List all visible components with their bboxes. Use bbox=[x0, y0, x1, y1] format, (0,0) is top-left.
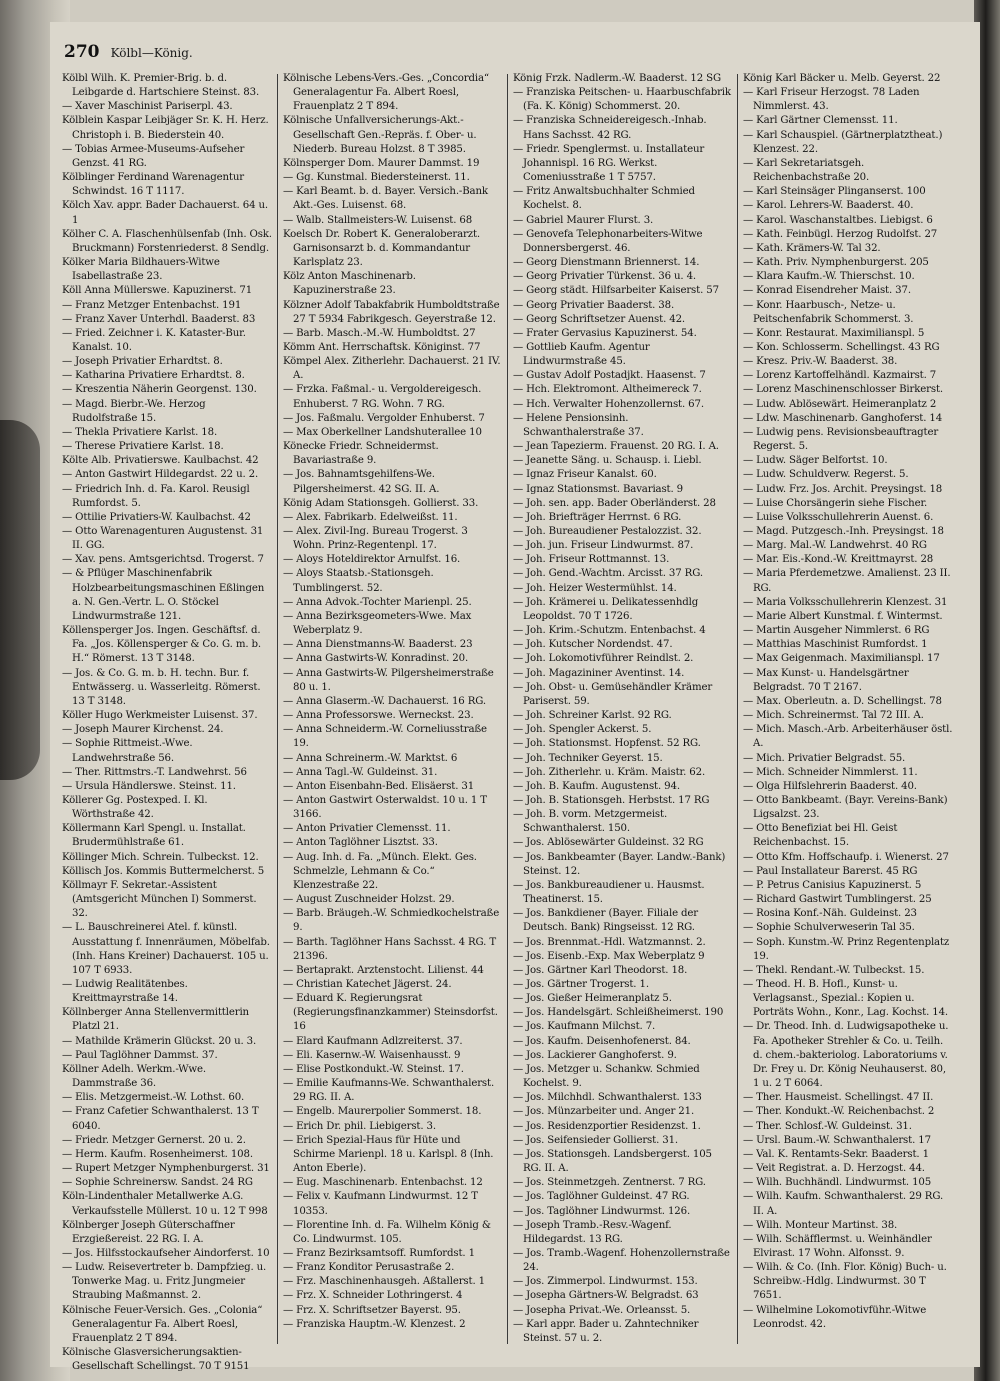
directory-entry: — Elard Kaufmann Adlzreiterst. 37. bbox=[283, 1035, 463, 1047]
directory-entry: — Karl Schauspiel. (Gärtnerplatztheat.) Klenzest. 22. bbox=[743, 129, 943, 155]
directory-entry: — Jos. Handelsgärt. Schleißheimerst. 190 bbox=[513, 1007, 724, 1019]
directory-entry: — Veit Registrat. a. D. Herzogst. 44. bbox=[743, 1163, 925, 1175]
directory-entry: — Karl Beamt. b. d. Bayer. Versich.-Bank Akt.-Ges. Luisenst. 68. bbox=[283, 186, 488, 212]
directory-entry: — Luise Chorsängerin siehe Fischer. bbox=[743, 497, 928, 509]
directory-entry: Köllnberger Anna Stellenvermittlerin Platzl 21. bbox=[62, 1007, 249, 1033]
directory-entry: — Ignaz Stationsmst. Bavariast. 9 bbox=[513, 483, 684, 495]
directory-entry: — Wilh. Monteur Martinst. 38. bbox=[743, 1219, 898, 1231]
directory-entry: — Bertaprakt. Arztenstocht. Lilienst. 44 bbox=[283, 964, 484, 976]
directory-entry: — Fried. Zeichner i. K. Kataster-Bur. Kanalst. 10. bbox=[62, 327, 246, 353]
directory-entry: Kölz Anton Maschinenarb. Kapuzinerstraße 23. bbox=[283, 271, 416, 297]
directory-entry: — Soph. Kunstm.-W. Prinz Regentenplatz 19. bbox=[743, 936, 950, 962]
directory-entry: — Joh. Kutscher Nordendst. 47. bbox=[513, 639, 673, 651]
directory-entry: — Jos. Gärtner Karl Theodorst. 18. bbox=[513, 964, 688, 976]
directory-entry: — Elise Postkondukt.-W. Steinst. 17. bbox=[283, 1063, 464, 1075]
directory-entry: — Felix v. Kaufmann Lindwurmst. 12 T 10353. bbox=[283, 1191, 478, 1217]
directory-entry: — Tobias Armee-Museums-Aufseher Genzst. 41 RG. bbox=[62, 143, 245, 169]
directory-entry: — Anna Gastwirts-W. Konradinst. 20. bbox=[283, 653, 469, 665]
directory-entry: — Anton Taglöhner Lisztst. 33. bbox=[283, 837, 438, 849]
directory-entry: — Joh. Friseur Rottmannst. 13. bbox=[513, 554, 670, 566]
directory-entry: Kölblinger Ferdinand Warenagentur Schwindst. 16 T 1117. bbox=[62, 172, 245, 198]
directory-entry: Köllermann Karl Spengl. u. Installat. Brudermühlstraße 61. bbox=[62, 823, 246, 849]
directory-entry: — Christian Katechet Jägerst. 24. bbox=[283, 979, 452, 990]
directory-entry: — Konr. Haarbusch-, Netze- u. Peitschenfabrik Schommerst. 3. bbox=[743, 299, 914, 325]
directory-entry: — Katharina Privatiere Erhardtst. 8. bbox=[62, 370, 245, 382]
directory-entry: — Xaver Maschinist Pariserpl. 43. bbox=[62, 101, 233, 113]
directory-entry: Köllisch Jos. Kommis Buttermelcherst. 5 bbox=[62, 865, 265, 877]
directory-entry: Köll Anna Müllerswe. Kapuzinerst. 71 bbox=[62, 285, 253, 297]
directory-entry: — Josepha Privat.-We. Orleansst. 5. bbox=[513, 1304, 691, 1316]
directory-entry: — & Pflüger Maschinenfabrik Holzbearbeitungsmaschinen Eßlingen a. N. Gen.-Vertr. L. O. Stöckel Lindwurmstraße 121. bbox=[62, 568, 265, 622]
page-number: 270 bbox=[64, 42, 100, 62]
directory-entry: — Jos. Gießer Heimeranplatz 5. bbox=[513, 993, 672, 1005]
column-divider bbox=[277, 74, 278, 1344]
directory-entry: — Aug. Inh. d. Fa. „Münch. Elekt. Ges. Schmelzle, Lehmann & Co.“ Klenzestraße 22. bbox=[283, 851, 477, 891]
directory-entry: — Josepha Gärtners-W. Belgradst. 63 bbox=[513, 1290, 699, 1302]
directory-page bbox=[50, 22, 980, 1373]
directory-entry: Kömpel Alex. Zitherlehr. Dachauerst. 21 IV. A. bbox=[283, 356, 501, 382]
directory-entry: — Jos. Bankdiener (Bayer. Filiale der Deutsch. Bank) Ringseisst. 12 RG. bbox=[513, 908, 699, 934]
directory-entry: — Barth. Taglöhner Hans Sachsst. 4 RG. T 21396. bbox=[283, 936, 497, 962]
directory-entry: — Ignaz Friseur Kanalst. 60. bbox=[513, 469, 657, 481]
directory-entry: — Max Geigenmach. Maximilianspl. 17 bbox=[743, 653, 940, 665]
directory-entry: Kölnische Lebens-Vers.-Ges. „Concordia“ Generalagentur Fa. Albert Roesl, Frauenplatz 2 T 894. bbox=[283, 73, 489, 113]
directory-entry: — Kreszentia Näherin Georgenst. 130. bbox=[62, 384, 257, 396]
directory-entry: — Engelb. Maurerpolier Sommerst. 18. bbox=[283, 1106, 482, 1118]
directory-entry: — Friedr. Spenglermst. u. Installateur Johannispl. 16 RG. Werkst. Comeniusstraße 1 T 5757. bbox=[513, 143, 705, 184]
directory-entry: — Herm. Kaufm. Rosenheimerst. 108. bbox=[62, 1148, 253, 1160]
directory-entry: — Kath. Krämers-W. Tal 32. bbox=[743, 242, 881, 254]
directory-entry: — Joh. Zitherlehr. u. Kräm. Maistr. 62. bbox=[513, 766, 706, 778]
directory-entry: — Otto Bankbeamt. (Bayr. Vereins-Bank) Ligsalzst. 23. bbox=[743, 794, 948, 821]
directory-entry: — Anton Eisenbahn-Bed. Elisäerst. 31 bbox=[283, 780, 475, 792]
directory-entry: — Kresz. Priv.-W. Baaderst. 38. bbox=[743, 356, 898, 368]
directory-entry: — Joh. B. vorm. Metzgermeist. Schwanthalerst. 150. bbox=[513, 809, 668, 835]
directory-entry: König Adam Stationsgeh. Gollierst. 33. bbox=[283, 497, 479, 509]
directory-entry: — Joh. Obst- u. Gemüsehändler Krämer Pariserst. 59. bbox=[513, 681, 713, 707]
directory-entry: Köllensperger Jos. Ingen. Geschäftsf. d. Fa. „Jos. Köllensperger & Co. G. m. b. H.“ Römerst. 13 T 3148. bbox=[62, 625, 261, 665]
directory-entry: — Jos. Stationsgeh. Landsbergerst. 105 RG. II. A. bbox=[513, 1148, 712, 1175]
directory-entry: — Franz Metzger Entenbachst. 191 bbox=[62, 299, 242, 311]
directory-entry: — Anton Gastwirt Hildegardst. 22 u. 2. bbox=[62, 469, 259, 481]
directory-entry: Kömm Ant. Herrschaftsk. Königinst. 77 bbox=[283, 341, 481, 353]
directory-entry: — Joh. jun. Friseur Lindwurmst. 87. bbox=[513, 540, 694, 552]
directory-entry: — Ludw. Säger Belfortst. 10. bbox=[743, 455, 888, 467]
directory-entry: — Jos. Eisenb.-Exp. Max Weberplatz 9 bbox=[513, 950, 705, 962]
directory-entry: — Joseph Tramb.-Resv.-Wagenf. Hildegardst. 13 RG. bbox=[513, 1219, 672, 1245]
directory-entry: — Rosina Konf.-Näh. Guldeinst. 23 bbox=[743, 908, 917, 920]
directory-entry: Kölnberger Joseph Güterschaffner Erzgießereist. 22 RG. I. A. bbox=[62, 1219, 235, 1245]
directory-entry: — Therese Privatiere Karlst. 18. bbox=[62, 441, 224, 453]
directory-entry: — Jos. Seifensieder Gollierst. 31. bbox=[513, 1134, 678, 1146]
directory-entry: — Georg städt. Hilfsarbeiter Kaiserst. 57 bbox=[513, 285, 719, 297]
directory-entry: — Franziska Hauptm.-W. Klenzest. 2 bbox=[283, 1318, 466, 1330]
directory-entry: — Max. Oberleutn. a. D. Schellingst. 78 bbox=[743, 695, 942, 707]
directory-entry: — Karl Friseur Herzogst. 78 Laden Nimmlerst. 43. bbox=[743, 87, 920, 113]
directory-entry: — Frater Gervasius Kapuzinerst. 54. bbox=[513, 327, 697, 339]
directory-entry: — Karl Steinsäger Plinganserst. 100 bbox=[743, 186, 926, 198]
directory-entry: — Hch. Elektromont. Altheimereck 7. bbox=[513, 384, 702, 396]
directory-entry: — Jos. Taglöhner Guldeinst. 47 RG. bbox=[513, 1191, 690, 1203]
directory-entry: — Wilh. Buchhändl. Lindwurmst. 105 bbox=[743, 1177, 932, 1189]
directory-entry: — Ther. Schlosf.-W. Guldeinst. 31. bbox=[743, 1120, 912, 1132]
directory-entry: — Paul Taglöhner Dammst. 37. bbox=[62, 1049, 218, 1061]
directory-entry: Kölher C. A. Flaschenhülsenfab (Inh. Osk. Bruckmann) Forstenriederst. 8 Sendlg. bbox=[62, 228, 272, 254]
directory-entry: — Jos. Kaufm. Deisenhofenerst. 84. bbox=[513, 1035, 691, 1047]
directory-entry: — Elis. Metzgermeist.-W. Lothst. 60. bbox=[62, 1092, 245, 1104]
directory-entry: — Lorenz Kartoffelhändl. Kazmairst. 7 bbox=[743, 370, 937, 382]
column-1 bbox=[62, 72, 272, 1373]
directory-entry: — Joh. sen. app. Bader Oberländerst. 28 bbox=[513, 497, 716, 509]
directory-entry: — Thekl. Rendant.-W. Tulbeckst. 15. bbox=[743, 964, 925, 976]
directory-entry: — Jos. Milchhdl. Schwanthalerst. 133 bbox=[513, 1092, 702, 1104]
running-head: Kölbl—König. bbox=[110, 46, 193, 60]
directory-entry: — Joh. Techniker Geyerst. 15. bbox=[513, 752, 663, 764]
directory-entry: — Magd. Bierbr.-We. Herzog Rudolfstraße 15. bbox=[62, 398, 206, 424]
directory-entry: — Frz. Maschinenhausgeh. Aßtallerst. 1 bbox=[283, 1276, 485, 1288]
directory-entry: — Genovefa Telephonarbeiters-Witwe Donnersbergerst. 46. bbox=[513, 228, 703, 254]
directory-entry: — Barb. Bräugeh.-W. Schmiedkochelstraße 9. bbox=[283, 908, 500, 934]
directory-entry: — Marg. Mal.-W. Landwehrst. 40 RG bbox=[743, 540, 927, 552]
directory-entry: — Jos. Brennmat.-Hdl. Watzmannst. 2. bbox=[513, 936, 706, 948]
directory-entry: — Anna Advok.-Tochter Marienpl. 25. bbox=[283, 596, 472, 608]
directory-entry: Kölch Xav. appr. Bader Dachauerst. 64 u. 1 bbox=[62, 200, 268, 226]
directory-entry: — Lorenz Maschinenschlosser Birkerst. bbox=[743, 384, 943, 396]
directory-entry: — Jos. Bankbureaudiener u. Hausmst. Theatinerst. 15. bbox=[513, 879, 705, 906]
directory-entry: — Wilh. Schäfflermst. u. Weinhändler Elvirast. 17 Wohn. Alfonsst. 9. bbox=[743, 1233, 932, 1259]
directory-entry: — Jos. Kaufmann Milchst. 7. bbox=[513, 1021, 656, 1033]
directory-entry: — Jos. Lackierer Ganghoferst. 9. bbox=[513, 1049, 677, 1061]
directory-entry: — Franz Bezirksamtsoff. Rumfordst. 1 bbox=[283, 1247, 475, 1259]
directory-entry: — Ludw. Reisevertreter b. Dampfzieg. u. Tonwerke Mag. u. Fritz Jungmeier Straubing Maßmannst. 2. bbox=[62, 1262, 267, 1302]
directory-entry: — Paul Installateur Barerst. 45 RG bbox=[743, 865, 918, 877]
directory-entry: — Karol. Lehrers-W. Baaderst. 40. bbox=[743, 200, 914, 212]
directory-entry: — Wilh. & Co. (Inh. Flor. König) Buch- u. Schreibw.-Hdlg. Lindwurmst. 30 T 7651. bbox=[743, 1262, 947, 1302]
directory-entry: — Rupert Metzger Nymphenburgerst. 31 bbox=[62, 1163, 270, 1175]
directory-entry: — Ottilie Privatiers-W. Kaulbachst. 42 bbox=[62, 511, 251, 523]
directory-entry: — Anna Glaserm.-W. Dachauerst. 16 RG. bbox=[283, 695, 486, 707]
directory-entry: — Aloys Staatsb.-Stationsgeh. Tumblingerst. 52. bbox=[283, 568, 434, 594]
directory-entry: — Jeanette Säng. u. Schausp. i. Liebl. bbox=[513, 455, 702, 467]
directory-entry: — L. Bauschreinerei Atel. f. künstl. Ausstattung f. Innenräumen, Möbelfab. (Inh. Hans Kreiner) Dachauerst. 105 u. 107 T 6933. bbox=[62, 922, 270, 976]
directory-entry: — Ther. Hausmeist. Schellingst. 47 II. bbox=[743, 1092, 934, 1104]
directory-entry: — Franziska Peitschen- u. Haarbuschfabrik (Fa. K. König) Schommerst. 20. bbox=[513, 87, 731, 113]
directory-entry: — Ursl. Baum.-W. Schwanthalerst. 17 bbox=[743, 1134, 931, 1146]
directory-entry: Köllerer Gg. Postexped. I. Kl. Wörthstraße 42. bbox=[62, 794, 208, 821]
directory-entry: Kölblein Kaspar Leibjäger Sr. K. H. Herz. Christoph i. B. Biederstein 40. bbox=[62, 115, 269, 141]
directory-entry: Köllner Adelh. Werkm.-Wwe. Dammstraße 36. bbox=[62, 1063, 206, 1090]
directory-entry: — Jos. Ablösewärter Guldeinst. 32 RG bbox=[513, 837, 704, 849]
directory-entry: — Gustav Adolf Postadjkt. Haasenst. 7 bbox=[513, 370, 706, 382]
directory-entry: — Olga Hilfslehrerin Baaderst. 40. bbox=[743, 780, 917, 792]
directory-entry: — Franz Cafetier Schwanthalerst. 13 T 6040. bbox=[62, 1106, 259, 1132]
directory-entry: — Martin Ausgeher Nimmlerst. 6 RG bbox=[743, 625, 930, 637]
directory-entry: — August Zuschneider Holzst. 29. bbox=[283, 894, 455, 906]
directory-entry: — Frz. X. Schneider Lothringerst. 4 bbox=[283, 1290, 463, 1302]
directory-entry: — Ther. Rittmstrs.-T. Landwehrst. 56 bbox=[62, 766, 247, 778]
directory-entry: — Jos. Steinmetzgeh. Zentnerst. 7 RG. bbox=[513, 1177, 706, 1189]
directory-entry: — Anna Dienstmanns-W. Baaderst. 23 bbox=[283, 639, 473, 651]
directory-entry: — Max Oberkellner Landshuterallee 10 bbox=[283, 426, 482, 438]
directory-entry: — Matthias Maschinist Rumfordst. 1 bbox=[743, 639, 928, 651]
directory-entry: — Gg. Kunstmal. Biedersteinerst. 11. bbox=[283, 172, 470, 184]
directory-entry: — Val. K. Rentamts-Sekr. Baaderst. 1 bbox=[743, 1148, 929, 1160]
directory-entry: — Karl Gärtner Clemensst. 11. bbox=[743, 115, 898, 127]
directory-entry: — Kath. Priv. Nymphenburgerst. 205 bbox=[743, 257, 929, 269]
directory-entry: — Jos. Münzarbeiter und. Anger 21. bbox=[513, 1106, 695, 1118]
directory-entry: — Kath. Feinbügl. Herzog Rudolfst. 27 bbox=[743, 228, 938, 240]
directory-entry: — Luise Volksschullehrerin Auenst. 6. bbox=[743, 511, 934, 523]
directory-entry: — Mich. Schreinermst. Tal 72 III. A. bbox=[743, 710, 924, 722]
directory-entry: Kölzner Adolf Tabakfabrik Humboldtstraße 27 T 5934 Fabrikgesch. Geyerstraße 12. bbox=[283, 299, 500, 325]
directory-entry: Kölnsperger Dom. Maurer Dammst. 19 bbox=[283, 157, 480, 169]
directory-entry: Köln-Lindenthaler Metallwerke A.G. Verkaufsstelle Müllerst. 10 u. 12 T 998 bbox=[62, 1191, 268, 1217]
directory-entry: — Jos. Bankbeamter (Bayer. Landw.-Bank) Steinst. 12. bbox=[513, 851, 726, 877]
thumb-index-tab bbox=[0, 420, 40, 780]
directory-entry: — Fritz Anwaltsbuchhalter Schmied Kochelst. 8. bbox=[513, 186, 695, 212]
directory-entry: — Ludwig pens. Revisionsbeauftragter Regerst. 5. bbox=[743, 426, 939, 453]
directory-entry: — Joh. Gend.-Wachtm. Arcisst. 37 RG. bbox=[513, 568, 703, 580]
directory-entry: — Ther. Kondukt.-W. Reichenbachst. 2 bbox=[743, 1106, 935, 1118]
directory-entry: — Erich Spezial-Haus für Hüte und Schirme Marienpl. 18 u. Karlspl. 8 (Inh. Anton Eberle). bbox=[283, 1134, 494, 1175]
directory-entry: — Otto Benefiziat bei Hl. Geist Reichenbachst. 15. bbox=[743, 823, 898, 849]
directory-entry: — Otto Kfm. Hoffschaufp. i. Wienerst. 27 bbox=[743, 851, 949, 863]
directory-entry: — Erich Dr. phil. Liebigerst. 3. bbox=[283, 1120, 436, 1132]
directory-entry: — Franz Xaver Unterhdl. Baaderst. 83 bbox=[62, 313, 256, 325]
directory-entry: Kölbl Wilh. K. Premier-Brig. b. d. Leibgarde d. Hartschiere Steinst. 83. bbox=[62, 73, 260, 99]
directory-entry: — Joseph Maurer Kirchenst. 24. bbox=[62, 724, 224, 736]
directory-entry: — Ludw. Frz. Jos. Archit. Preysingst. 18 bbox=[743, 483, 943, 495]
directory-entry: — Jos. Zimmerpol. Lindwurmst. 153. bbox=[513, 1276, 698, 1288]
directory-entry: — Georg Schriftsetzer Auenst. 42. bbox=[513, 313, 686, 325]
directory-entry: — Joh. Lokomotivführer Reindlst. 2. bbox=[513, 653, 694, 665]
directory-entry: — Jos. Metzger u. Schankw. Schmied Kochelst. 9. bbox=[513, 1063, 700, 1090]
directory-entry: — Alex. Zivil-Ing. Bureau Trogerst. 3 Wohn. Prinz-Regentenpl. 17. bbox=[283, 526, 468, 552]
directory-entry: — Mich. Masch.-Arb. Arbeiterhäuser östl. A. bbox=[743, 724, 953, 750]
directory-entry: — Wilh. Kaufm. Schwanthalerst. 29 RG. II. A. bbox=[743, 1191, 944, 1217]
directory-entry: — Maria Volksschullehrerin Klenzest. 31 bbox=[743, 596, 948, 608]
directory-entry: — Wilhelmine Lokomotivführ.-Witwe Leonrodst. 42. bbox=[743, 1304, 927, 1330]
directory-entry: — Joh. Spengler Ackerst. 5. bbox=[513, 724, 652, 736]
directory-entry: — Alex. Fabrikarb. Edelweißst. 11. bbox=[283, 511, 458, 523]
directory-entry: — Joh. Krim.-Schutzm. Entenbachst. 4 bbox=[513, 625, 706, 637]
directory-entry: — Jean Tapezierm. Frauenst. 20 RG. I. A. bbox=[513, 441, 719, 453]
directory-entry: — Georg Privatier Baaderst. 38. bbox=[513, 299, 675, 311]
directory-entry: — Joh. Krämerei u. Delikatessenhdlg Leopoldst. 70 T 1726. bbox=[513, 596, 699, 622]
directory-entry: — Friedrich Inh. d. Fa. Karol. Reusigl Rumfordst. 5. bbox=[62, 483, 250, 509]
directory-entry: — Helene Pensionsinh. Schwanthalerstraße 37. bbox=[513, 412, 644, 438]
directory-entry: Kölnische Unfallversicherungs-Akt.-Gesellschaft Gen.-Repräs. f. Ober- u. Niederb. Bureau Holzst. 8 T 3985. bbox=[283, 115, 477, 155]
directory-entry: — Ludwig Realitätenbes. Kreittmayrstraße 14. bbox=[62, 979, 188, 1005]
directory-entry: Kölnische Feuer-Versich. Ges. „Colonia“ Generalagentur Fa. Albert Roesl, Frauenplatz 2 T 894. bbox=[62, 1304, 263, 1344]
column-4 bbox=[743, 72, 955, 1354]
directory-entry: — Maria Pferdemetzwe. Amalienst. 23 II. RG. bbox=[743, 568, 951, 594]
directory-entry: — Ludw. Schuldverw. Regerst. 5. bbox=[743, 469, 909, 481]
directory-entry: — Anton Gastwirt Osterwaldst. 10 u. 1 T 3166. bbox=[283, 794, 487, 821]
directory-entry: — Jos. Bahnamtsgehilfens-We. Pilgersheimerst. 42 SG. II. A. bbox=[283, 469, 440, 495]
directory-entry: — Joh. Stationsmst. Hopfenst. 52 RG. bbox=[513, 738, 701, 750]
directory-entry: — Konrad Eisendreher Maist. 37. bbox=[743, 285, 911, 297]
directory-entry: — Jos. Taglöhner Lindwurmst. 126. bbox=[513, 1205, 691, 1217]
directory-entry: — Karl Sekretariatsgeh. Reichenbachstraße 20. bbox=[743, 157, 870, 184]
directory-entry: Költe Alb. Privatierswe. Kaulbachst. 42 bbox=[62, 455, 259, 467]
directory-entry: — Hch. Verwalter Hohenzollernst. 67. bbox=[513, 398, 704, 410]
directory-entry: — Jos. Tramb.-Wagenf. Hohenzollernstraße 24. bbox=[513, 1247, 730, 1274]
directory-entry: — Sophie Schreinersw. Sandst. 24 RG bbox=[62, 1177, 253, 1189]
directory-entry: — Walb. Stallmeisters-W. Luisenst. 68 bbox=[283, 214, 473, 226]
directory-entry: — Ludw. Ablösewärt. Heimeranplatz 2 bbox=[743, 398, 937, 410]
directory-entry: — Mar. Eis.-Kond.-W. Kreittmayrst. 28 bbox=[743, 554, 934, 566]
directory-entry: — P. Petrus Canisius Kapuzinerst. 5 bbox=[743, 879, 922, 891]
directory-entry: — Florentine Inh. d. Fa. Wilhelm König & Co. Lindwurmst. 105. bbox=[283, 1219, 491, 1245]
page-header bbox=[64, 42, 193, 66]
directory-entry: — Karol. Waschanstaltbes. Liebigst. 6 bbox=[743, 214, 933, 226]
directory-entry: Köllmayr F. Sekretar.-Assistent (Amtsgericht München I) Sommerst. 32. bbox=[62, 879, 257, 920]
directory-entry: — Anna Schneiderm.-W. Corneliusstraße 19. bbox=[283, 724, 487, 750]
directory-entry: — Anna Tagl.-W. Guldeinst. 31. bbox=[283, 766, 438, 778]
directory-entry: Köller Hugo Werkmeister Luisenst. 37. bbox=[62, 710, 258, 722]
directory-entry: — Max Kunst- u. Handelsgärtner Belgradst. 70 T 2167. bbox=[743, 667, 909, 693]
directory-entry: — Joh. Heizer Westermühlst. 14. bbox=[513, 582, 677, 594]
directory-entry: Kölker Maria Bildhauers-Witwe Isabellastraße 23. bbox=[62, 257, 220, 283]
directory-entry: — Anton Privatier Clemensst. 11. bbox=[283, 823, 451, 835]
directory-entry: König Frzk. Nadlerm.-W. Baaderst. 12 SG bbox=[513, 73, 721, 84]
directory-entry: — Joh. Schreiner Karlst. 92 RG. bbox=[513, 710, 672, 722]
directory-entry: — Jos. Gärtner Trogerst. 1. bbox=[513, 979, 649, 990]
directory-entry: — Barb. Masch.-M.-W. Humboldtst. 27 bbox=[283, 327, 476, 339]
directory-entry: — Anna Schreinerm.-W. Marktst. 6 bbox=[283, 752, 458, 764]
directory-entry: — Georg Privatier Türkenst. 36 u. 4. bbox=[513, 271, 697, 283]
directory-entry: — Eli. Kasernw.-W. Waisenhausst. 9 bbox=[283, 1049, 461, 1061]
directory-entry: — Otto Warenagenturen Augustenst. 31 II. GG. bbox=[62, 526, 264, 552]
directory-entry: — Magd. Putzgesch.-Inh. Preysingst. 18 bbox=[743, 526, 944, 537]
directory-entry: — Franz Konditor Perusastraße 2. bbox=[283, 1262, 455, 1274]
column-3 bbox=[513, 72, 731, 1354]
directory-entry: — Theod. H. B. Hofl., Kunst- u. Verlagsanst., Spezial.: Kopien u. Porträts Wohn., Konr., Lag. Kochst. 14. bbox=[743, 979, 949, 1019]
directory-entry: — Frz. X. Schriftsetzer Bayerst. 95. bbox=[283, 1304, 461, 1316]
directory-entry: — Emilie Kaufmanns-We. Schwanthalerst. 29 RG. II. A. bbox=[283, 1078, 495, 1104]
directory-entry: — Franziska Schneidereigesch.-Inhab. Hans Sachsst. 42 RG. bbox=[513, 115, 707, 141]
directory-entry: Koelsch Dr. Robert K. Generaloberarzt. Garnisonsarzt b. d. Kommandantur Karlsplatz 23. bbox=[283, 228, 480, 269]
column-divider bbox=[737, 74, 738, 1344]
directory-entry: Kölnische Glasversicherungsaktien-Gesellschaft Schellingst. 70 T 9151 bbox=[62, 1347, 250, 1373]
directory-entry: — Friedr. Metzger Gernerst. 20 u. 2. bbox=[62, 1134, 246, 1146]
directory-entry: — Ldw. Maschinenarb. Ganghoferst. 14 bbox=[743, 412, 943, 424]
directory-entry: — Gabriel Maurer Flurst. 3. bbox=[513, 214, 654, 226]
directory-entry: — Aloys Hoteldirektor Arnulfst. 16. bbox=[283, 554, 461, 566]
directory-entry: — Sophie Rittmeist.-Wwe. Landwehrstraße 56. bbox=[62, 738, 193, 764]
directory-entry: — Joh. Bureaudiener Pestalozzist. 32. bbox=[513, 526, 702, 537]
directory-entry: — Kon. Schlosserm. Schellingst. 43 RG bbox=[743, 341, 940, 353]
directory-entry: — Eduard K. Regierungsrat (Regierungsfinanzkammer) Steinsdorfst. 16 bbox=[283, 993, 498, 1033]
directory-entry: — Anna Gastwirts-W. Pilgersheimerstraße 80 u. 1. bbox=[283, 667, 494, 693]
directory-entry: — Mathilde Krämerin Glückst. 20 u. 3. bbox=[62, 1035, 257, 1047]
directory-entry: — Frzka. Faßmal.- u. Vergoldereigesch. Enhuberst. 7 RG. Wohn. 7 RG. bbox=[283, 384, 482, 410]
directory-entry: — Jos. & Co. G. m. b. H. techn. Bur. f. Entwässerg. u. Wasserleitg. Römerst. 13 T 3148. bbox=[62, 667, 261, 707]
directory-entry: — Anna Bezirksgeometers-Wwe. Max Weberplatz 9. bbox=[283, 610, 472, 637]
directory-entry: — Eug. Maschinenarb. Entenbachst. 12 bbox=[283, 1177, 483, 1189]
directory-entry: — Marie Albert Kunstmal. f. Wintermst. bbox=[743, 610, 943, 622]
directory-entry: — Dr. Theod. Inh. d. Ludwigsapotheke u. Fa. Apotheker Strehler & Co. u. Teilh. d. chem.-bakteriolog. Laboratoriums v. Dr. Frey u. Dr. König Neuhauserst. 80, 1 u. 2 T 6064. bbox=[743, 1021, 949, 1090]
directory-entry: König Karl Bäcker u. Melb. Geyerst. 22 bbox=[743, 73, 941, 84]
directory-entry: — Karl appr. Bader u. Zahntechniker Steinst. 57 u. 2. bbox=[513, 1318, 699, 1344]
directory-entry: — Konr. Restaurat. Maximilianspl. 5 bbox=[743, 327, 925, 339]
column-2 bbox=[283, 72, 501, 1354]
column-divider bbox=[507, 74, 508, 1344]
directory-entry: — Gottlieb Kaufm. Agentur Lindwurmstraße 45. bbox=[513, 341, 650, 368]
directory-entry: — Mich. Schneider Nimmlerst. 11. bbox=[743, 766, 918, 778]
directory-entry: — Mich. Privatier Belgradst. 55. bbox=[743, 752, 906, 764]
directory-entry: — Jos. Residenzportier Residenzst. 1. bbox=[513, 1120, 701, 1132]
directory-entry: — Xav. pens. Amtsgerichtsd. Trogerst. 7 bbox=[62, 554, 264, 566]
directory-entry: — Joh. Briefträger Herrnst. 6 RG. bbox=[513, 511, 682, 523]
directory-entry: — Thekla Privatiere Karlst. 18. bbox=[62, 426, 218, 438]
directory-entry: — Georg Dienstmann Briennerst. 14. bbox=[513, 257, 700, 269]
directory-entry: — Joh. B. Stationsgeh. Herbstst. 17 RG bbox=[513, 794, 710, 806]
directory-entry: — Jos. Faßmalu. Vergolder Enhuberst. 7 bbox=[283, 412, 485, 424]
directory-entry: Könecke Friedr. Schneidermst. Bavariastraße 9. bbox=[283, 441, 439, 467]
directory-entry: — Ursula Händlerswe. Steinst. 11. bbox=[62, 780, 236, 792]
directory-entry: — Joh. B. Kaufm. Augustenst. 94. bbox=[513, 780, 680, 792]
directory-entry: Köllinger Mich. Schrein. Tulbeckst. 12. bbox=[62, 851, 259, 863]
directory-entry: — Anna Professorswe. Werneckst. 23. bbox=[283, 710, 474, 722]
directory-entry: — Jos. Hilfsstockaufseher Aindorferst. 10 bbox=[62, 1247, 270, 1259]
directory-entry: — Richard Gastwirt Tumblingerst. 25 bbox=[743, 894, 932, 906]
directory-entry: — Sophie Schulverweserin Tal 35. bbox=[743, 922, 915, 934]
directory-entry: — Klara Kaufm.-W. Thierschst. 10. bbox=[743, 271, 915, 283]
directory-entry: — Joseph Privatier Erhardtst. 8. bbox=[62, 356, 223, 368]
directory-entry: — Joh. Magazininer Aventinst. 14. bbox=[513, 667, 685, 679]
